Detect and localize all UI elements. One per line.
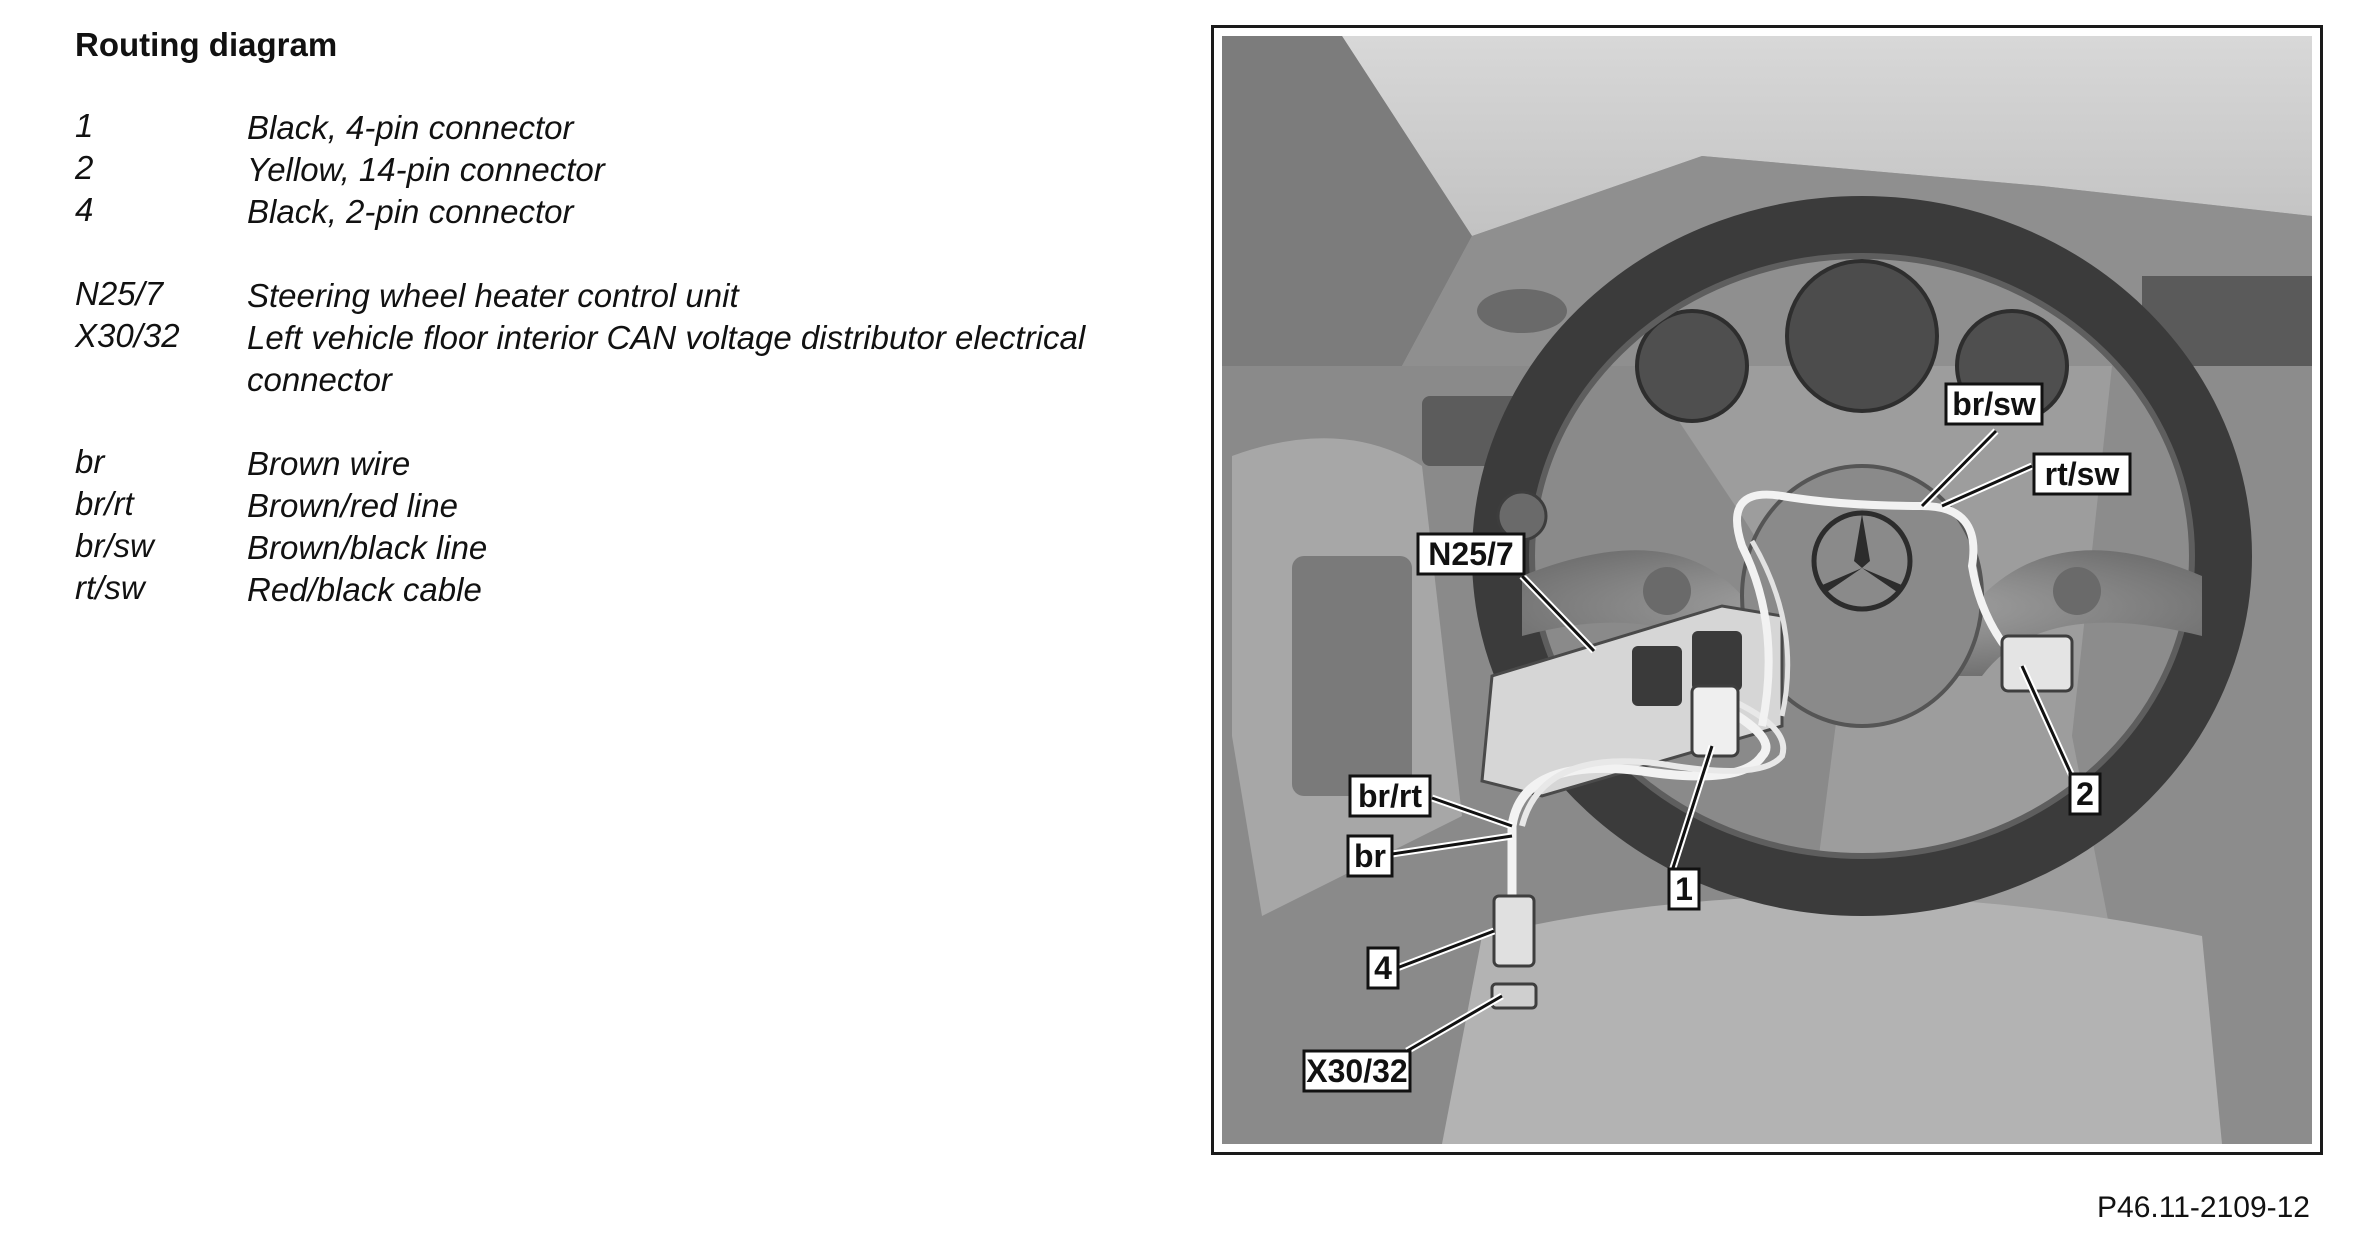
legend-code: br/rt: [75, 485, 134, 522]
figure-reference-number: P46.11-2109-12: [2097, 1191, 2310, 1224]
callout-n25-7: [1418, 534, 1524, 574]
callout-rt-sw: [2034, 454, 2130, 494]
tachometer-gauge: [1637, 311, 1747, 421]
left-spoke-buttons: [1643, 567, 1691, 615]
callout-br-sw-text: br/sw: [1952, 386, 2036, 422]
legend-code: 4: [75, 191, 94, 228]
seat-cushion: [1442, 896, 2222, 1144]
callout-n25-7-text: N25/7: [1428, 536, 1514, 572]
callout-2-text: 2: [2076, 776, 2094, 812]
callout-1: [1669, 869, 1699, 909]
vent-speaker: [1477, 289, 1567, 333]
legend-description: Black, 4-pin connector: [247, 109, 574, 146]
window-switch-panel: [1292, 556, 1412, 796]
legend-description: Brown wire: [247, 445, 411, 482]
legend-code: 1: [75, 107, 94, 144]
connector-1: [1692, 686, 1738, 756]
callout-br-rt: [1350, 776, 1430, 816]
callout-x30-32: [1304, 1051, 1410, 1091]
diagram-title: Routing diagram: [75, 26, 338, 63]
callout-1-text: 1: [1675, 871, 1693, 907]
legend-code: br: [75, 443, 105, 480]
callout-x30-32-text: X30/32: [1306, 1053, 1408, 1089]
legend-description: Yellow, 14-pin connector: [247, 151, 605, 188]
callout-br-sw: [1946, 384, 2042, 424]
legend-description: Red/black cable: [247, 571, 482, 608]
legend-code: br/sw: [75, 527, 154, 564]
speedometer-gauge: [1787, 261, 1937, 411]
callout-4-text: 4: [1374, 950, 1392, 986]
callout-2: [2070, 774, 2100, 814]
control-unit-socket-2: [1692, 631, 1742, 691]
legend-description: Brown/black line: [247, 529, 488, 566]
legend-code: N25/7: [75, 275, 164, 312]
callout-4: [1368, 948, 1398, 988]
figure-frame: [1211, 25, 2323, 1155]
callout-br-rt-text: br/rt: [1358, 778, 1422, 814]
callout-rt-sw-text: rt/sw: [2044, 456, 2120, 492]
legend-description: Steering wheel heater control unit: [247, 277, 739, 314]
right-spoke-buttons: [2053, 567, 2101, 615]
control-unit-socket-1: [1632, 646, 1682, 706]
legend-description: Brown/red line: [247, 487, 458, 524]
legend-description: Left vehicle floor interior CAN voltage distributor electrical connector: [247, 319, 1086, 398]
legend-code: rt/sw: [75, 569, 145, 606]
legend-code: X30/32: [75, 317, 180, 354]
callout-br: [1348, 836, 1392, 876]
legend-description: Black, 2-pin connector: [247, 193, 574, 230]
connector-4: [1494, 896, 1534, 966]
legend-code: 2: [75, 149, 94, 186]
routing-photo: [1222, 36, 2312, 1144]
connector-2: [2002, 636, 2072, 691]
callout-br-text: br: [1354, 838, 1386, 874]
